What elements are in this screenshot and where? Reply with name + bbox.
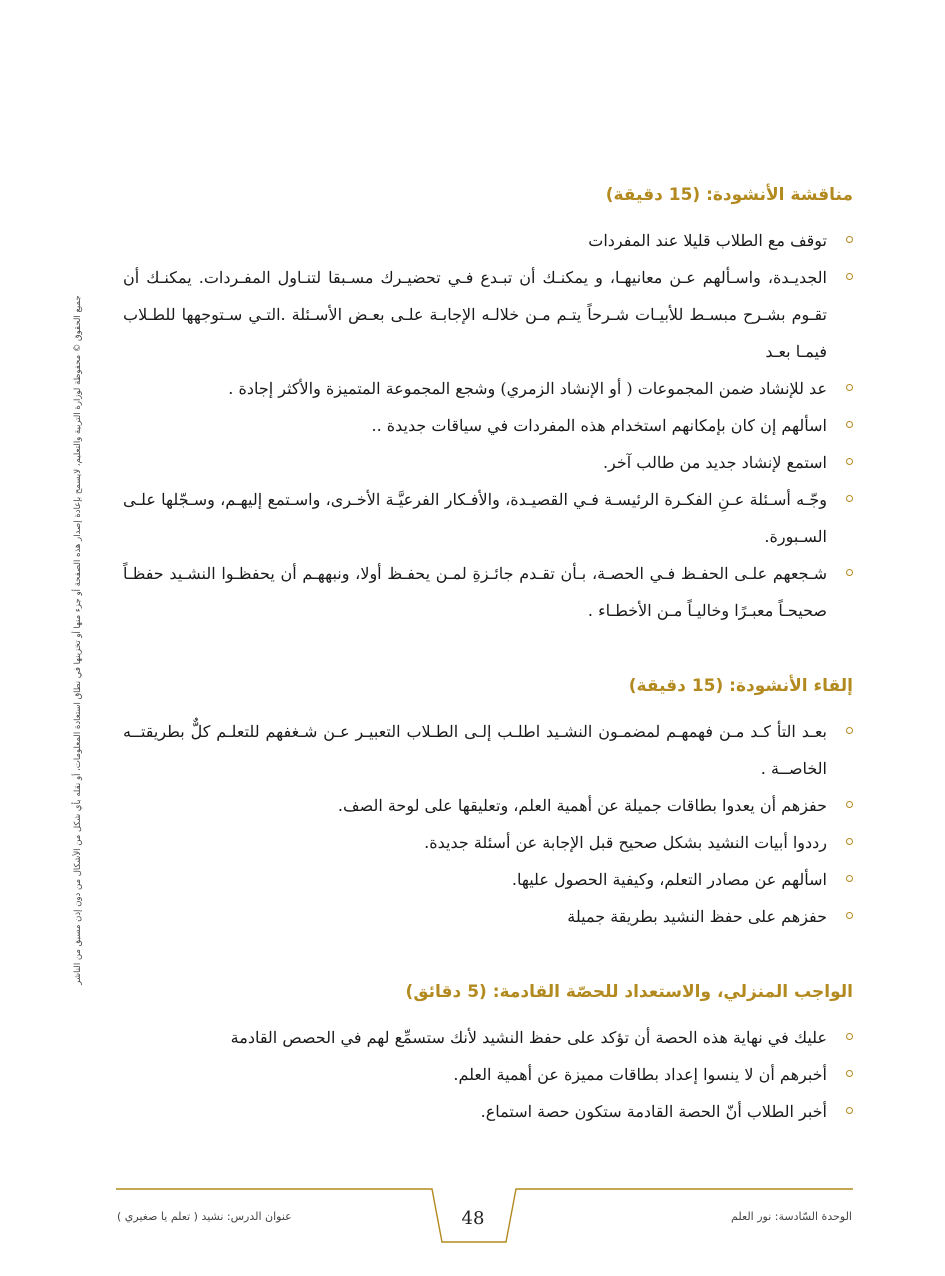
circle-bullet-icon (846, 838, 853, 845)
circle-bullet-icon (846, 1033, 853, 1040)
item-text: اسألهم إن كان بإمكانهم استخدام هذه المفردات في سياقات جديدة .. (371, 416, 827, 435)
section-title: الواجب المنزلي، والاستعداد للحصّة القادمة: (5 دقائق) (405, 982, 853, 1002)
item-text: حفزهم على حفظ النشيد بطريقة جميلة (567, 907, 827, 926)
list-item (123, 824, 853, 861)
item-list (123, 222, 853, 629)
circle-bullet-icon (846, 801, 853, 808)
item-list (123, 713, 853, 935)
page-footer (0, 1182, 945, 1252)
item-text: شـجعهم علـى الحفـظ فـي الحصـة، بـأن تقـدم جائـزةِ لمـن يحفـظ أولا، ونبههـم أن يحفظـوا النشـيد حفظـاً صحيحـاً معبـرًا وخاليـاً مـن الأخطـاء . (123, 564, 827, 620)
item-text: عليك في نهاية هذه الحصة أن تؤكد على حفظ النشيد لأنك ستسمِّع لهم في الحصص القادمة (230, 1028, 827, 1047)
unit-title: الوحدة السّادسة: نور العلم (731, 1210, 852, 1223)
item-text: رددوا أبيات النشيد بشكل صحيح قبل الإجابة عن أسئلة جديدة. (424, 833, 827, 852)
circle-bullet-icon (846, 236, 853, 243)
list-item (123, 555, 853, 629)
list-item (123, 713, 853, 787)
circle-bullet-icon (846, 912, 853, 919)
lesson-title: عنوان الدرس: نشيد ( تعلم يا صغيري ) (117, 1210, 292, 1223)
item-text: اسألهم عن مصادر التعلم، وكيفية الحصول عليها. (511, 870, 827, 889)
page-content (123, 178, 853, 1170)
item-text: عد للإنشاد ضمن المجموعات ( أو الإنشاد الزمري) وشجع المجموعة المتميزة والأكثر إجادة . (228, 379, 827, 398)
list-item (123, 898, 853, 935)
section-recitation (123, 669, 853, 935)
copyright-side-note: جميع الحقوق © محفوظة لوزارة التربية والتعليم، لايسمح بإعادة إصدار هذه الصفحة أو جزء منها أو تخزينها في نطاق استعادة المعلومات، أو نقله بأي شكل من الأشكال من دون إذن مسبق من الناشر (73, 295, 83, 985)
item-text: توقف مع الطلاب قليلا عند المفردات (588, 231, 827, 250)
circle-bullet-icon (846, 458, 853, 465)
circle-bullet-icon (846, 1107, 853, 1114)
page-number: 48 (461, 1208, 485, 1229)
circle-bullet-icon (846, 495, 853, 502)
item-text: الجديـدة، واسـألهم عـن معانيهـا، و يمكنـك أن تبـدع فـي تحضيـرك مسـبقا لتنـاول المفـردات. يمكنـك أن تقـوم بشـرح مبسـط للأبيـات شـرحاً يتـم مـن خلالـه الإجابـة علـى بعـض الأسـئلة .التـي سـتوجهها للطـلاب فيمـا بعـد (123, 268, 827, 361)
item-text: وجّـه أسـئلة عـنِ الفكـرة الرئيسـة فـي القصيـدة، والأفـكار الفرعيَّـة الأخـرى، واسـتمع إليهـم، وسـجّلها علـى السـبورة. (123, 490, 827, 546)
item-text: استمع لإنشاد جديد من طالب آخر. (602, 453, 827, 472)
list-item (123, 444, 853, 481)
item-text: بعـد التأ كـد مـن فهمهـم لمضمـون النشـيد اطلـب إلـى الطـلاب التعبيـر عـن شـغفهم للتعلـم كلٌّ بطريقتــه الخاصــة . (123, 722, 827, 778)
circle-bullet-icon (846, 727, 853, 734)
circle-bullet-icon (846, 421, 853, 428)
item-list (123, 1019, 853, 1130)
circle-bullet-icon (846, 569, 853, 576)
circle-bullet-icon (846, 273, 853, 280)
list-item (123, 370, 853, 407)
item-text: أخبر الطلاب أنّ الحصة القادمة ستكون حصة استماع. (480, 1102, 827, 1121)
list-item (123, 861, 853, 898)
section-homework (123, 975, 853, 1130)
list-item (123, 481, 853, 555)
section-title: إلقاء الأنشودة: (15 دقيقة) (628, 676, 853, 696)
list-item (123, 407, 853, 444)
circle-bullet-icon (846, 1070, 853, 1077)
list-item (123, 222, 853, 259)
list-item (123, 1019, 853, 1056)
item-text: أخبرهم أن لا ينسوا إعداد بطاقات مميزة عن أهمية العلم. (453, 1065, 827, 1084)
section-title: مناقشة الأنشودة: (15 دقيقة) (605, 185, 853, 205)
item-text: حفزهم أن يعدوا بطاقات جميلة عن أهمية العلم، وتعليقها على لوحة الصف. (337, 796, 827, 815)
list-item (123, 1056, 853, 1093)
circle-bullet-icon (846, 875, 853, 882)
section-discussion (123, 178, 853, 629)
list-item (123, 787, 853, 824)
circle-bullet-icon (846, 384, 853, 391)
list-item (123, 259, 853, 370)
list-item (123, 1093, 853, 1130)
